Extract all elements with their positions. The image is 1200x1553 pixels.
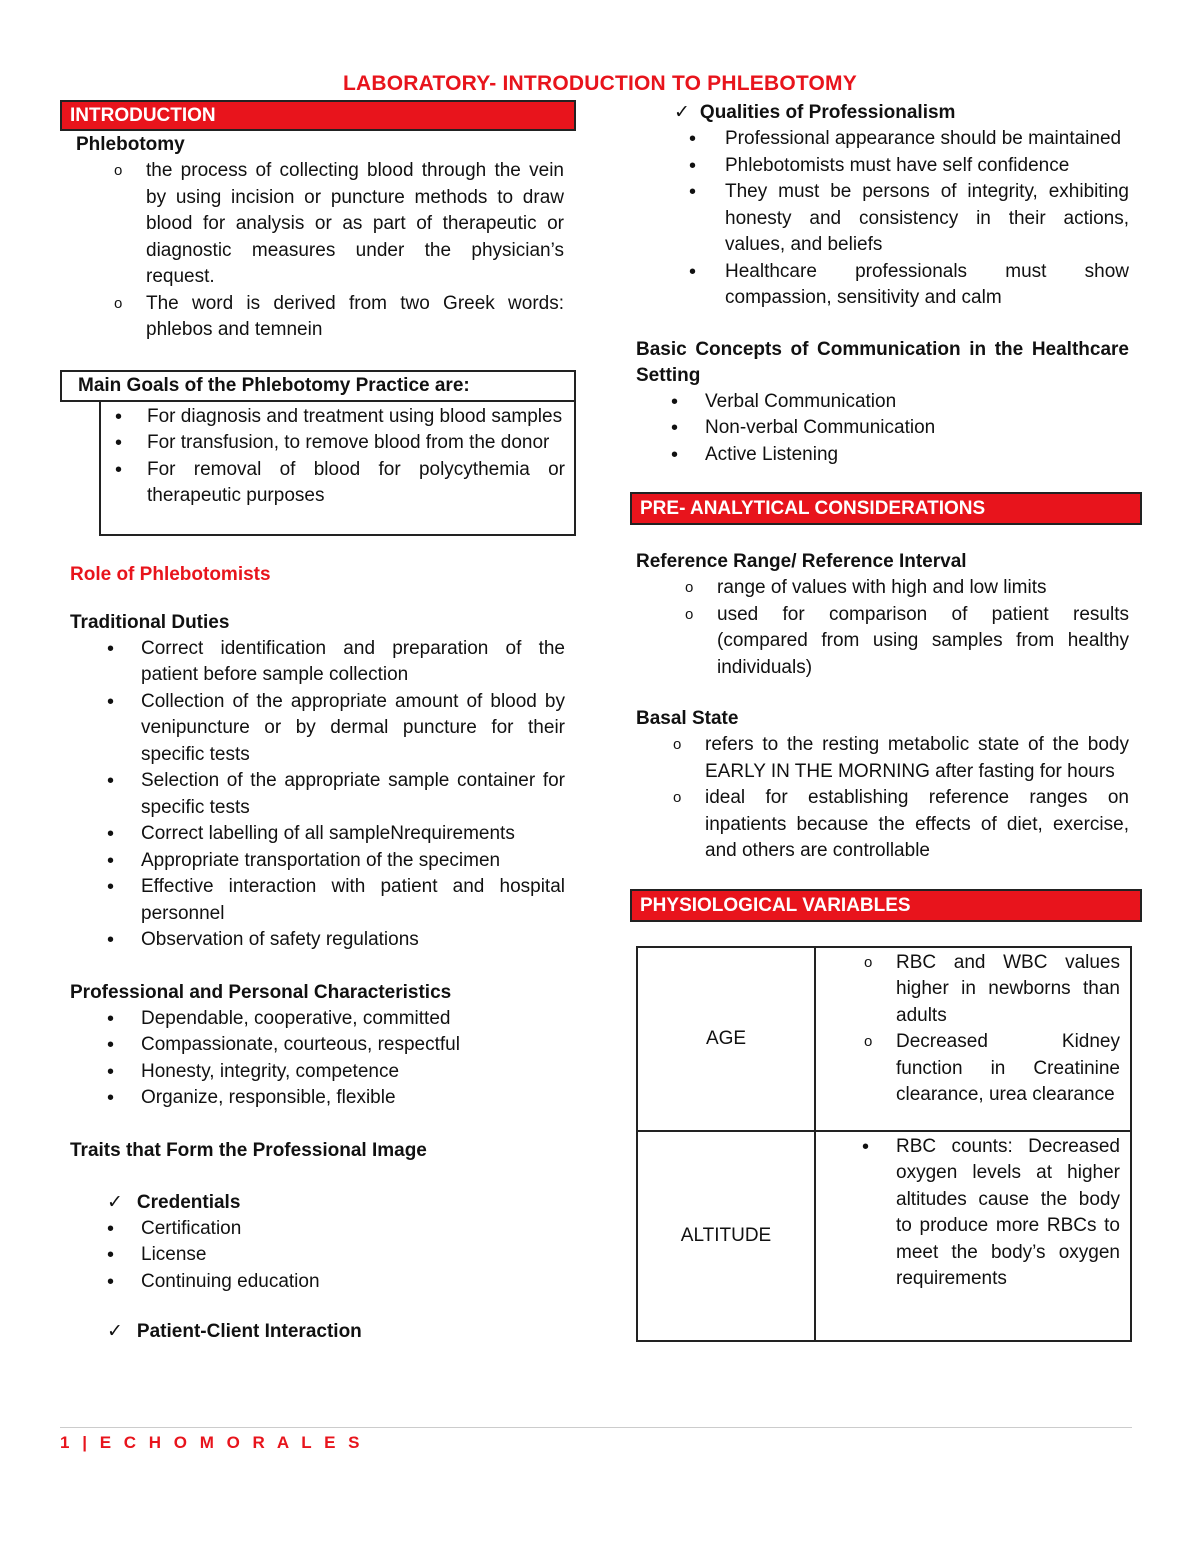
list-item: • Active Listening	[705, 442, 1129, 469]
bullet-icon: •	[107, 770, 115, 792]
list-item: o refers to the resting metabolic state of the body EARLY IN THE MORNING after fasting for hours	[673, 734, 1129, 782]
bullet-icon: •	[107, 876, 115, 898]
list-item: • Continuing education	[141, 1269, 565, 1296]
bullet-icon: •	[107, 1244, 115, 1266]
list-item: • They must be persons of integrity, exhibiting honesty and consistency in their actions, values, and beliefs	[689, 181, 1129, 255]
traditional-duties-heading: Traditional Duties	[70, 611, 230, 633]
bullet-icon: •	[689, 260, 697, 283]
right-column	[630, 100, 1142, 1342]
traits-heading: Traits that Form the Professional Image	[70, 1139, 427, 1161]
characteristics-heading: Professional and Personal Characteristics	[70, 981, 452, 1003]
checkmark-icon: ✓	[107, 1321, 123, 1342]
row-label-age: AGE	[637, 947, 815, 1131]
circle-marker-icon: o	[673, 736, 682, 753]
table-row	[637, 1131, 1131, 1341]
list-item: o the process of collecting blood through the vein by using incision or puncture methods to draw blood for analysis or as part of therapeutic or diagnostic measures under the physician’s request.	[114, 160, 564, 287]
list-item: • Phlebotomists must have self confidence	[725, 153, 1129, 180]
row-content-altitude	[815, 1131, 1131, 1341]
list-item: • RBC counts: Decreased oxygen levels at higher altitudes cause the body to produce more RBCs to meet the body’s oxygen requirements	[862, 1135, 1120, 1289]
list-item: • Honesty, integrity, competence	[141, 1059, 565, 1086]
duties-list	[107, 636, 565, 954]
list-item: • Verbal Communication	[705, 389, 1129, 416]
list-item: • Certification	[141, 1216, 565, 1243]
circle-marker-icon: o	[114, 294, 123, 312]
bullet-icon: •	[107, 1060, 115, 1083]
list-item: o used for comparison of patient results (compared from using samples from healthy individuals)	[685, 603, 1129, 678]
list-item: • Effective interaction with patient and hospital personnel	[107, 876, 565, 924]
patient-interaction-heading: ✓ Patient-Client Interaction	[107, 1321, 362, 1342]
communication-heading: Basic Concepts of Communication in the Healthcare Setting	[636, 338, 1129, 386]
circle-marker-icon: o	[114, 162, 123, 179]
characteristics-list	[107, 1006, 565, 1112]
goals-list-box	[99, 402, 576, 536]
list-item: • Organize, responsible, flexible	[141, 1085, 565, 1112]
list-item: • Appropriate transportation of the specimen	[141, 848, 565, 875]
basal-state-list	[673, 732, 1129, 865]
goals-header-box	[60, 370, 576, 402]
list-item: • For transfusion, to remove blood from the donor	[147, 430, 565, 457]
circle-marker-icon: o	[673, 789, 682, 806]
list-item: • Collection of the appropriate amount of blood by venipuncture or by dermal puncture for their specific tests	[107, 690, 565, 765]
list-item: o ideal for establishing reference ranges on inpatients because the effects of diet, exercise, and others are controllable	[673, 787, 1129, 861]
list-item: o range of values with high and low limits	[717, 575, 1129, 602]
bullet-icon: •	[115, 432, 123, 454]
professionalism-heading: ✓ Qualities of Professionalism	[674, 102, 956, 123]
bullet-icon: •	[107, 1034, 115, 1056]
footer-author: E C H O M O R A L E S	[99, 1433, 364, 1452]
list-item: • Selection of the appropriate sample container for specific tests	[107, 770, 565, 818]
bullet-icon: •	[689, 181, 697, 203]
bullet-icon: •	[671, 417, 679, 439]
reference-range-heading: Reference Range/ Reference Interval	[636, 551, 967, 572]
left-column	[60, 100, 576, 1345]
circle-marker-icon: o	[685, 579, 694, 596]
communication-list	[671, 389, 1129, 469]
circle-marker-icon: o	[685, 605, 694, 623]
bullet-icon: •	[107, 929, 115, 951]
bullet-icon: •	[862, 1135, 870, 1158]
list-item: • For diagnosis and treatment using blood samples	[147, 404, 565, 431]
checkmark-icon: ✓	[674, 102, 690, 123]
list-item: • License	[141, 1242, 565, 1269]
bullet-icon: •	[107, 690, 115, 713]
reference-range-list	[685, 575, 1129, 681]
page-number: 1	[60, 1433, 74, 1452]
bullet-icon: •	[689, 154, 697, 177]
physiological-header: PHYSIOLOGICAL VARIABLES	[630, 889, 1142, 922]
footer-divider	[60, 1427, 1132, 1428]
list-item: • Observation of safety regulations	[141, 927, 565, 954]
introduction-header: INTRODUCTION	[60, 100, 576, 131]
bullet-icon: •	[115, 458, 123, 481]
list-item: • Non-verbal Communication	[705, 415, 1129, 442]
row-label-altitude: ALTITUDE	[637, 1131, 815, 1341]
bullet-icon: •	[689, 128, 697, 150]
bullet-icon: •	[107, 1217, 115, 1240]
bullet-icon: •	[107, 1007, 115, 1030]
physiological-variables-table	[636, 946, 1132, 1342]
list-item: • Healthcare professionals must show compassion, sensitivity and calm	[689, 260, 1129, 308]
document-title: LABORATORY- INTRODUCTION TO PHLEBOTOMY	[343, 72, 857, 95]
circle-marker-icon: o	[864, 953, 873, 971]
basal-state-heading: Basal State	[636, 708, 739, 729]
goals-list	[115, 404, 565, 510]
preanalytical-header: PRE- ANALYTICAL CONSIDERATIONS	[630, 492, 1142, 525]
bullet-icon: •	[107, 1087, 115, 1109]
footer-separator: |	[82, 1433, 91, 1452]
bullet-icon: •	[107, 849, 115, 872]
intro-points	[114, 158, 564, 344]
list-item: • For removal of blood for polycythemia or therapeutic purposes	[115, 458, 565, 506]
bullet-icon: •	[107, 637, 115, 660]
list-item: • Correct labelling of all sampleNrequirements	[141, 821, 565, 848]
credentials-heading: ✓ Credentials	[107, 1191, 241, 1213]
checkmark-icon: ✓	[107, 1191, 123, 1213]
list-item: o RBC and WBC values higher in newborns than adults	[864, 951, 1120, 1026]
bullet-icon: •	[115, 405, 123, 428]
bullet-icon: •	[671, 390, 679, 413]
list-item: • Correct identification and preparation of the patient before sample collection	[107, 637, 565, 685]
circle-marker-icon: o	[864, 1033, 873, 1050]
role-heading: Role of Phlebotomists	[70, 563, 271, 585]
professionalism-list	[689, 126, 1129, 312]
list-item: • Dependable, cooperative, committed	[141, 1006, 565, 1033]
bullet-icon: •	[671, 443, 679, 466]
list-item: • Professional appearance should be maintained	[725, 126, 1129, 153]
list-item: • Compassionate, courteous, respectful	[141, 1032, 565, 1059]
bullet-icon: •	[107, 823, 115, 845]
page-footer	[60, 1433, 363, 1453]
phlebotomy-term: Phlebotomy	[76, 134, 185, 155]
row-content-age	[815, 947, 1131, 1131]
goals-heading: Main Goals of the Phlebotomy Practice are:	[78, 374, 470, 396]
table-row	[637, 947, 1131, 1131]
credentials-list	[107, 1216, 565, 1296]
bullet-icon: •	[107, 1270, 115, 1293]
list-item: o Decreased Kidney function in Creatinine clearance, urea clearance	[864, 1031, 1120, 1105]
list-item: o The word is derived from two Greek words: phlebos and temnein	[114, 292, 564, 340]
